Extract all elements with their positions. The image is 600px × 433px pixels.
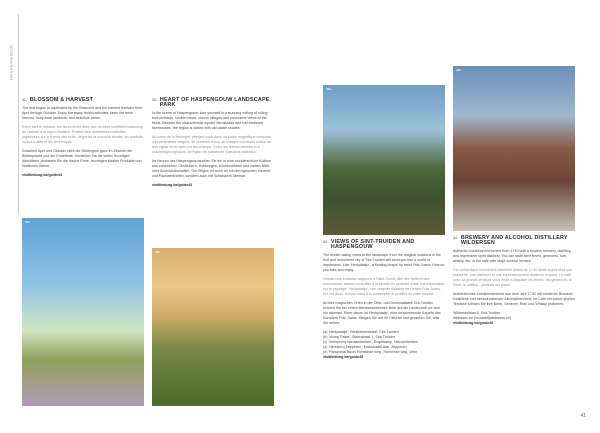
- section-title: BLOSSOM & HARVEST: [29, 97, 94, 103]
- side-divider: [18, 14, 19, 214]
- location-item: (a) 'Herkplaatje', Herkkerkenstraat, Sint-Truiden: [323, 330, 399, 334]
- photo-tag: 44a: [456, 68, 462, 72]
- website[interactable]: wildersen.be (brouwerijwildersen.be): [453, 316, 512, 320]
- text-en: In the centre of Haspengouw, lose yourself in a stunning setting of rolling fruit orchards, sunken lanes, church villages and panoramic views of the fields. Besides the characteristic square farmsteads and half-timbered farmhouses, the region is dotted with old castle estates.: [152, 111, 268, 130]
- section-title: HEART OF HASPENGOUW LANDSCAPE PARK: [159, 97, 270, 108]
- text-en: The fruit region is captivated by the blossoms and the harvest festivals from April through October. Enjoy the many fruitful activities, taste the fresh harvest, fruity local products, and delicious wines.: [22, 106, 143, 120]
- location-item: (b) 'Viking Tower', Steenstraat 1, Sint-Truiden: [323, 335, 395, 339]
- photo-tag: 42a: [155, 250, 161, 254]
- side-tab: [0, 0, 20, 220]
- section-title: BREWERY AND ALCOHOL DISTILLERY WILDERSEN: [460, 235, 568, 246]
- photo-tag: 41a: [25, 220, 31, 224]
- side-label: HASPENGOUW: [8, 44, 14, 81]
- section-42: [152, 98, 274, 192]
- section-number: 43.: [323, 240, 328, 244]
- guide-link[interactable]: visitlimburg.be/guide43: [22, 173, 63, 177]
- photo-sunset-orchard: [152, 248, 274, 406]
- page-number: 41: [580, 413, 586, 419]
- section-number: 41.: [22, 98, 27, 102]
- text-en: The breath-taking views of the landscape from the magical locations in the fruit and monument city of Sint-Truiden will send you into a world of daydreams. Like 'Herkplaatje', a floating chapel by artist Fritz Juans. How do you take and enjoy.: [323, 253, 445, 272]
- photo-lavender-field: [22, 218, 144, 406]
- text-de: Authentisches Industriedenkmal aus dem Jahr 1740 mit moderner Brauerei, Destillerie und beeindruckender Alkoholbrennerei. Im Café mit seiner großen Terrasse können Sie ihre Biere, Genever, Rum und Whisky probieren.: [453, 292, 575, 306]
- section-number: 44.: [453, 236, 458, 240]
- section-title: VIEWS OF SINT-TRUIDEN AND HASPENGOUW: [330, 239, 415, 250]
- location-item: (d) 'Herinkerq Zepperen', Kerkstraat/Laan, Zepperen: [323, 345, 407, 349]
- text-de: Zwischen April und Oktober zieht die Obstregion ganz im Zeichen der Blütenpracht und der Erntefeste. Genießen Sie die vielen fruchtigen Aktivitäten, probieren Sie die frische Ernte, fruchtigen lokalen Produkte und köstlichen Weine.: [22, 149, 142, 168]
- photo-tag: 43a: [326, 87, 332, 91]
- text-de: Im Herzen des Haspengaus tauchen Sie ein in eine wunderschöne Kulisse aus zahlreichen Obstfeldern, Hohlwegen, Kirchendörfern und weiten Blick über Ackerlandschaften. Die Region ist reich an mit den typischen Vierseit- und Fachwerkhöfen, sondern auch mit Schlössern übersät.: [152, 159, 271, 178]
- photo-distillery: [453, 66, 575, 231]
- section-44: [453, 236, 575, 330]
- guide-link[interactable]: visitlimburg.be/guide45: [323, 355, 364, 359]
- section-41: [22, 98, 144, 182]
- location-list: [323, 330, 445, 355]
- text-fr: Au cœur de la Hesbaye, plongez-vous dans un cadre magnifique composé d'innombrables vergers, de chemins creux, de villages construits autour de leur église et de vues sur les champs. Outre les fermes carrées et à colombages typiques, la région est parsemée d'anciens châteaux.: [152, 135, 272, 154]
- address: Wildersenlaan 6, Sint-Truiden: [453, 311, 501, 315]
- location-item: (e) 'Panorama Buurs Romeinse weg', Romeinse weg, Velm: [323, 350, 418, 354]
- guide-link[interactable]: visitlimburg.be/guide43: [152, 183, 193, 187]
- section-number: 42.: [152, 98, 157, 102]
- text-fr: Cet authentique monument industriel datant de 1740 abrite aujourd'hui une brasserie, une distillerie et une impressionnante distillerie d'alcool. Le café avec sa grande terrasse vous invite à déguster les bières, les genièvres, le rhum, le whisky... produits sur place.: [453, 268, 573, 287]
- text-fr: Entre avril et octobre, les fleurs et les fêtes des récoltes confèrent beaucoup de charme à la région fruitière. Profitez des nombreuses activités organisées sur le thème des fruits, dégustez la nouvelle récolte, les produits locaux fruités et les vins exquis.: [22, 125, 144, 144]
- text-de: An fünf magischen Orten in der Obst- und Denkmalstadt Sint-Truiden können Sie bei einem atemberaubenden Blick auf die Landschaft vor sich hin träumen. Einer davon ist 'Herkplaatje', eine schwimmende Kapelle des Künstlers Fritz Juans. Steigen Sie auf Ihr Fahrrad und genießen Sie, was Sie sehen.: [323, 301, 441, 325]
- section-43: [323, 240, 445, 364]
- text-fr: Depuis cinq endroits magiques à Saint-Trond, ville des fruits et des monuments, laissez-vous aller à la rêverie en profitant d'une vue imprenable sur le paysage. 'Herkplaatje', une chapelle flottante de l'artiste Fritz Juans, est l'un deux. Arrivez-vous à la contempler et profitez de votre beauté.: [323, 277, 445, 296]
- location-item: (c) 'Vierspronq Nieuwerkerken', Engelbamp, Nieuwerkerken: [323, 340, 418, 344]
- text-en: Authentic industrial monument from 1740 with a modern brewery, distillery, and impressive spirit distillery. You can taste their beers, genevers, rum, whisky, etc. in the cafe with large outdoor terrace.: [453, 249, 572, 263]
- photo-viewing-tower: [323, 85, 445, 235]
- guide-link[interactable]: visitlimburg.be/guide46: [453, 321, 494, 325]
